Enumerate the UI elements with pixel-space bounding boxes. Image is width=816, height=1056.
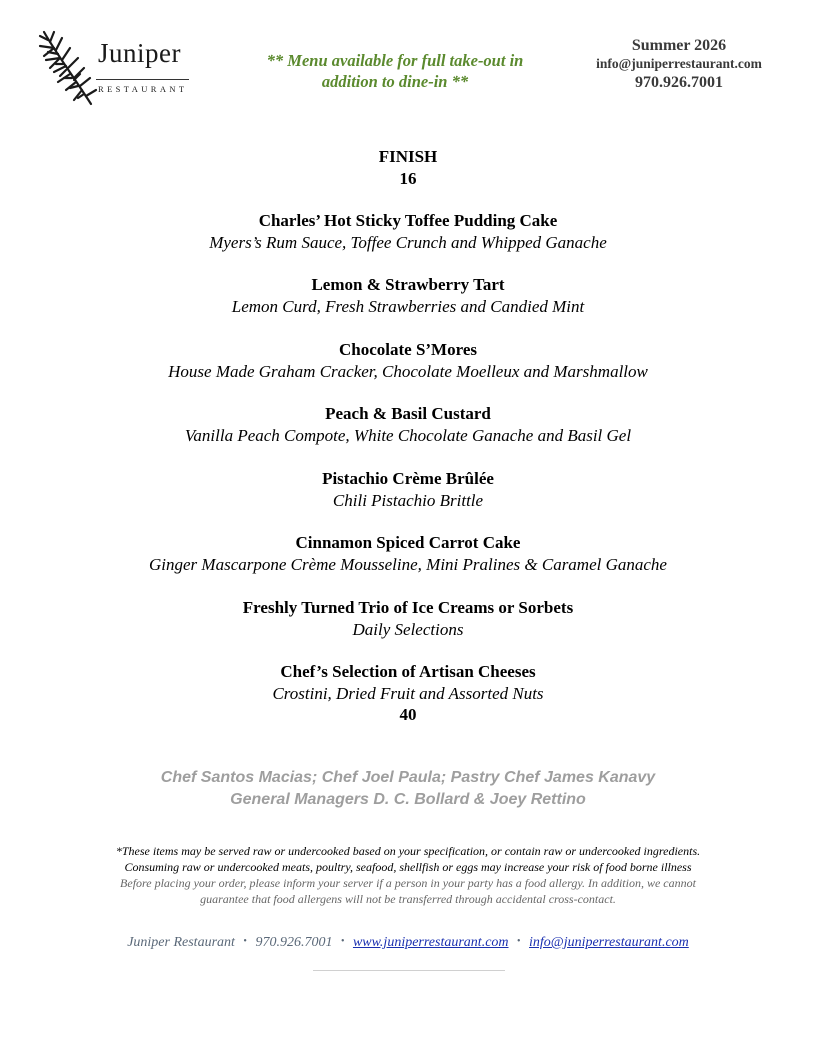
section-price: 16	[399, 169, 417, 188]
takeout-notice-line1: ** Menu available for full take-out in	[266, 51, 524, 70]
footer-website-link[interactable]: www.juniperrestaurant.com	[352, 935, 509, 950]
footer-email-link[interactable]: info@juniperrestaurant.com	[529, 935, 689, 950]
takeout-notice-line2: addition to dine-in **	[321, 72, 469, 91]
allergy-notice-line: guarantee that food allergens will not be transferred through accidental cross-contact.	[200, 892, 616, 906]
menu-item	[0, 532, 816, 575]
allergy-notice-line: Before placing your order, please inform your server if a person in your party has a food allergy. In addition, we cannot	[120, 876, 696, 890]
footer-divider	[313, 970, 505, 971]
menu-item-name: Lemon & Strawberry Tart	[311, 275, 505, 294]
menu-item	[0, 403, 816, 446]
footer-restaurant-name: Juniper Restaurant	[127, 935, 235, 950]
footer-separator: •	[340, 936, 345, 947]
menu-item-name: Pistachio Crème Brûlée	[322, 469, 494, 488]
footer-separator: •	[243, 936, 247, 947]
header-phone: 970.926.7001	[635, 74, 723, 91]
juniper-branch-icon	[36, 28, 106, 108]
menu-item-name: Chocolate S’Mores	[338, 340, 478, 359]
menu-item-name: Freshly Turned Trio of Ice Creams or Sorbets	[242, 598, 574, 617]
menu-item-description: House Made Graham Cracker, Chocolate Moelleux and Marshmallow	[168, 362, 648, 381]
menu-item-description: Ginger Mascarpone Crème Mousseline, Mini Pralines & Caramel Ganache	[149, 555, 667, 574]
menu-item	[0, 468, 816, 511]
menu-item-name: Cinnamon Spiced Carrot Cake	[295, 533, 521, 552]
menu-item-name: Charles’ Hot Sticky Toffee Pudding Cake	[258, 211, 558, 230]
menu-item-name: Peach & Basil Custard	[325, 404, 491, 423]
menu-item-name: Chef’s Selection of Artisan Cheeses	[280, 662, 536, 681]
menu-item-description: Vanilla Peach Compote, White Chocolate Ganache and Basil Gel	[184, 426, 632, 445]
menu-item	[0, 339, 816, 382]
disclaimer-line: *These items may be served raw or undercooked based on your specification, or contain raw or undercooked ingredients.	[115, 844, 701, 858]
takeout-notice	[236, 50, 554, 92]
menu-item	[0, 274, 816, 317]
footer-separator: •	[517, 936, 521, 947]
menu-item	[0, 210, 816, 253]
menu-season: Summer 2026	[631, 37, 727, 54]
menu-item-description: Lemon Curd, Fresh Strawberries and Candied Mint	[231, 297, 585, 316]
logo-subtitle: RESTAURANT	[98, 84, 188, 94]
restaurant-logo	[36, 28, 196, 108]
menu-item-description: Myers’s Rum Sauce, Toffee Crunch and Whipped Ganache	[209, 233, 607, 252]
header-email: info@juniperrestaurant.com	[596, 56, 762, 71]
food-safety-disclaimer	[40, 843, 776, 907]
menu-item-price: 40	[399, 705, 417, 724]
footer-phone: 970.926.7001	[255, 935, 333, 950]
section-title: FINISH	[378, 147, 438, 166]
header-contact	[582, 36, 776, 92]
menu-item-description: Chili Pistachio Brittle	[332, 491, 484, 510]
footer	[0, 934, 816, 953]
logo-divider	[96, 79, 189, 80]
logo-wordmark: Juniper	[98, 38, 181, 68]
chef-credits: Chef Santos Macias; Chef Joel Paula; Pastry Chef James Kanavy	[160, 769, 656, 786]
menu-item-description: Daily Selections	[352, 620, 464, 639]
disclaimer-line: Consuming raw or undercooked meats, poultry, seafood, shellfish or eggs may increase your risk of food borne illness	[124, 860, 692, 874]
menu-item	[0, 597, 816, 640]
menu-item	[0, 661, 816, 726]
menu-item-description: Crostini, Dried Fruit and Assorted Nuts	[272, 684, 544, 703]
staff-credits	[0, 767, 816, 811]
manager-credits: General Managers D. C. Bollard & Joey Rettino	[230, 791, 586, 808]
